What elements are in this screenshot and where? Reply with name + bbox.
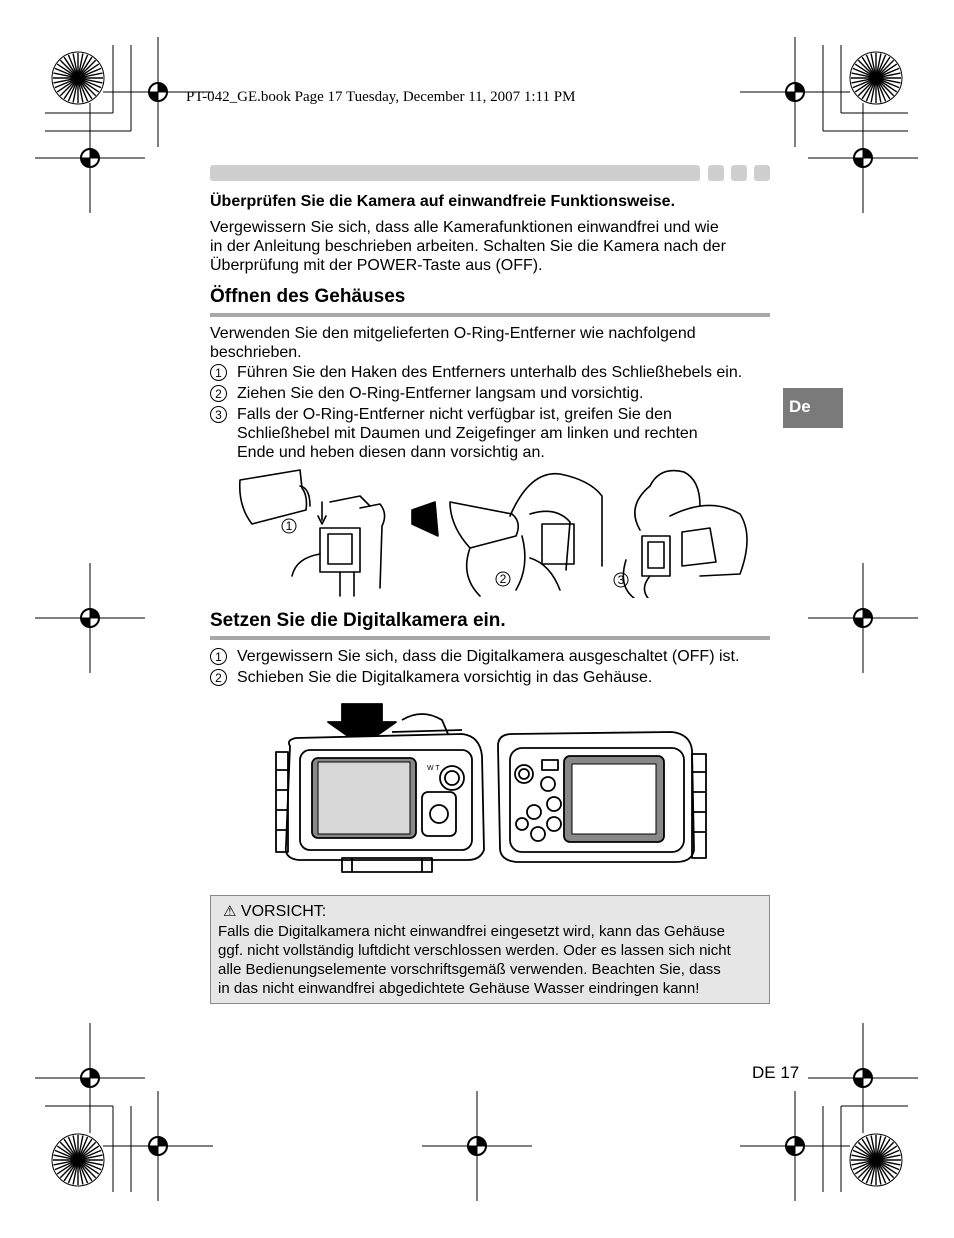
warning-icon: ⚠ [223, 903, 237, 920]
figure-label-2: 2 [499, 572, 507, 586]
step-number-1: 1 [210, 364, 227, 381]
check-line-3: Überprüfung mit der POWER-Taste aus (OFF). [210, 257, 543, 274]
open-step-2-text: Ziehen Sie den O-Ring-Entferner langsam und vorsichtig. [237, 385, 644, 402]
caution-box [210, 895, 770, 1004]
step-number-1: 1 [210, 648, 227, 665]
caution-line-4: in das nicht einwandfrei abgedichtete Gehäuse Wasser eindringen kann! [218, 980, 700, 997]
step-number-3: 3 [210, 406, 227, 423]
caution-title: VORSICHT: [240, 903, 327, 920]
step-number-2: 2 [210, 385, 227, 402]
caution-title-row [223, 902, 326, 921]
check-heading: Überprüfen Sie die Kamera auf einwandfreie Funktionsweise. [210, 193, 676, 210]
check-line-2: in der Anleitung beschrieben arbeiten. Schalten Sie die Kamera nach der [210, 238, 726, 255]
header-bar [210, 165, 700, 181]
figure-label-3: 3 [617, 573, 625, 587]
open-step-1-text: Führen Sie den Haken des Entferners unterhalb des Schließhebels ein. [237, 364, 743, 381]
insert-step-2-text: Schieben Sie die Digitalkamera vorsichtig in das Gehäuse. [237, 669, 653, 686]
caution-line-3: alle Bedienungselemente vorschriftsgemäß verwenden. Beachten Sie, dass [218, 961, 721, 978]
figure-label-1: 1 [285, 519, 293, 533]
header-square [708, 165, 724, 181]
language-tab: De [783, 388, 843, 428]
header-square [731, 165, 747, 181]
print-info-header: PT-042_GE.book Page 17 Tuesday, December 11, 2007 1:11 PM [186, 89, 576, 105]
header-square [754, 165, 770, 181]
open-step-3-line-2: Schließhebel mit Daumen und Zeigefinger am linken und rechten [237, 425, 698, 442]
svg-text:W T: W T [427, 765, 440, 772]
insert-section-title: Setzen Sie die Digitalkamera ein. [210, 610, 506, 631]
step-number-2: 2 [210, 669, 227, 686]
open-intro-line-2: beschrieben. [210, 344, 302, 361]
housing-illustration [272, 700, 782, 876]
check-line-1: Vergewissern Sie sich, dass alle Kamerafunktionen einwandfrei und wie [210, 219, 719, 236]
opening-illustration [230, 466, 760, 598]
open-step-3-line-1: Falls der O-Ring-Entferner nicht verfügbar ist, greifen Sie den [237, 406, 672, 423]
section-rule [210, 636, 770, 640]
caution-line-1: Falls die Digitalkamera nicht einwandfrei eingesetzt wird, kann das Gehäuse [218, 923, 725, 940]
caution-line-2: ggf. nicht vollständig luftdicht verschlossen werden. Oder es lassen sich nicht [218, 942, 731, 959]
caution-body [218, 922, 766, 998]
page-number: DE 17 [752, 1063, 800, 1082]
section-rule [210, 313, 770, 317]
open-step-3-line-3: Ende und heben diesen dann vorsichtig an. [237, 444, 545, 461]
insert-step-1-text: Vergewissern Sie sich, dass die Digitalkamera ausgeschaltet (OFF) ist. [237, 648, 740, 665]
open-section-title: Öffnen des Gehäuses [210, 286, 406, 307]
open-intro-line-1: Verwenden Sie den mitgelieferten O-Ring-Entferner wie nachfolgend [210, 325, 696, 342]
